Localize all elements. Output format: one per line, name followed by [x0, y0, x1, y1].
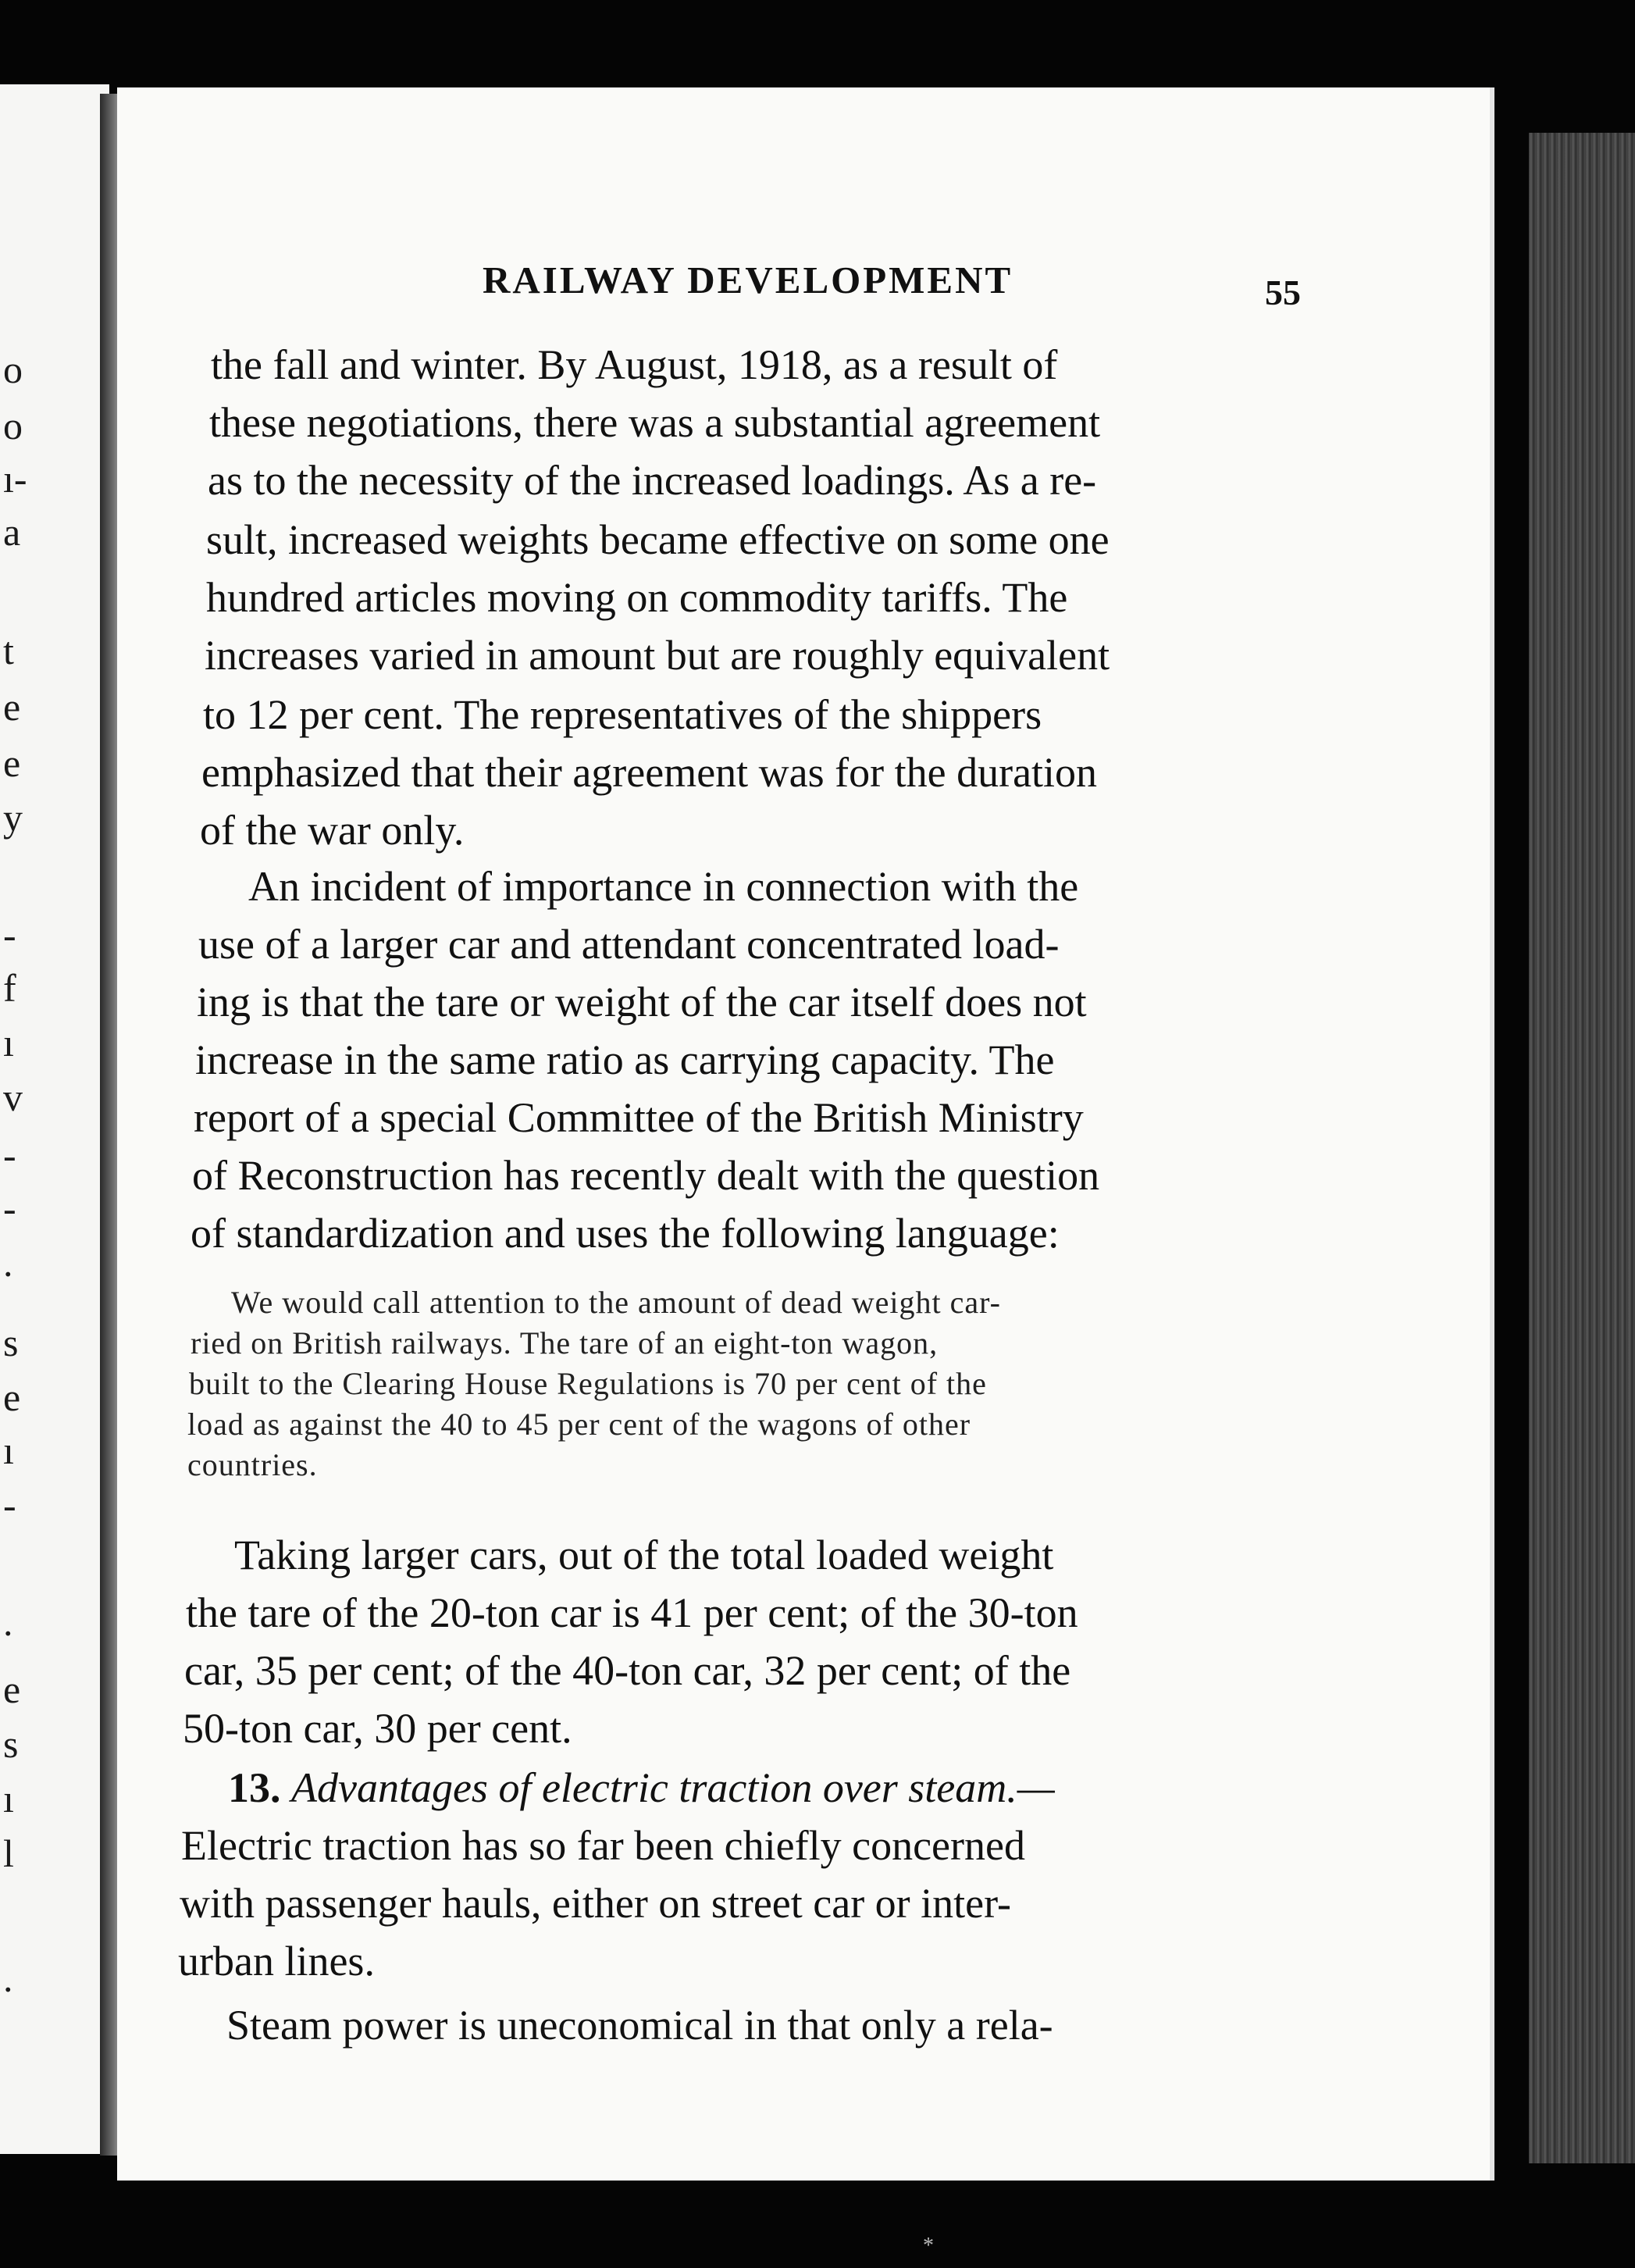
- text-line: as to the necessity of the increased loadings. As a re-: [208, 457, 1097, 504]
- quote-line: countries.: [187, 1447, 318, 1482]
- left-fragment: y: [3, 796, 23, 840]
- left-fragment: -: [3, 1186, 16, 1230]
- text-line: report of a special Committee of the British Ministry: [194, 1094, 1084, 1141]
- text-line: car, 35 per cent; of the 40-ton car, 32 per cent; of the: [184, 1647, 1071, 1694]
- left-fragment: e: [3, 741, 21, 785]
- left-fragment: v: [3, 1075, 23, 1119]
- text-line: the fall and winter. By August, 1918, as a result of: [211, 341, 1058, 388]
- quote-line: ried on British railways. The tare of an eight-ton wagon,: [191, 1325, 939, 1360]
- text-line: emphasized that their agreement was for the duration: [201, 749, 1098, 796]
- left-fragment: e: [3, 1375, 21, 1419]
- scan-artifact: *: [923, 2234, 934, 2258]
- left-fragment: s: [3, 1722, 19, 1766]
- book-cover-edge: [1529, 133, 1635, 2163]
- left-fragment: a: [3, 510, 21, 554]
- section-number: 13.: [228, 1764, 281, 1811]
- left-fragment: ı: [3, 1021, 14, 1064]
- left-fragment: ı: [3, 1777, 14, 1820]
- running-head: RAILWAY DEVELOPMENT: [483, 259, 1013, 301]
- left-fragment: l: [3, 1831, 14, 1875]
- left-facing-page: [0, 84, 109, 2154]
- text-line: Steam power is uneconomical in that only a rela-: [226, 2002, 1053, 2049]
- text-line: Electric traction has so far been chiefly concerned: [181, 1822, 1025, 1869]
- text-line: An incident of importance in connection with the: [248, 863, 1079, 910]
- section-title: Advantages of electric traction over steam.—: [291, 1764, 1055, 1811]
- text-line: hundred articles moving on commodity tariffs. The: [206, 574, 1068, 621]
- text-line: these negotiations, there was a substantial agreement: [209, 399, 1101, 446]
- text-line: the tare of the 20-ton car is 41 per cent; of the 30-ton: [186, 1589, 1078, 1636]
- quote-line: load as against the 40 to 45 per cent of the wagons of other: [187, 1407, 971, 1442]
- left-fragment: f: [3, 966, 16, 1010]
- quote-line: We would call attention to the amount of dead weight car-: [231, 1285, 1002, 1320]
- text-line: to 12 per cent. The representatives of the shippers: [203, 691, 1042, 738]
- text-line: use of a larger car and attendant concentrated load-: [198, 921, 1060, 968]
- text-line: with passenger hauls, either on street car or inter-: [180, 1880, 1012, 1927]
- left-fragment: t: [3, 629, 14, 672]
- text-line: increases varied in amount but are roughly equivalent: [205, 632, 1110, 679]
- left-fragment: -: [3, 1133, 16, 1177]
- text-line: of the war only.: [200, 807, 465, 854]
- quote-line: built to the Clearing House Regulations is 70 per cent of the: [189, 1366, 987, 1401]
- left-fragment: -: [3, 1483, 16, 1527]
- left-fragment: s: [3, 1321, 19, 1364]
- page-number: 55: [1265, 273, 1301, 312]
- text-line: 50-ton car, 30 per cent.: [183, 1705, 572, 1752]
- left-fragment: -: [3, 913, 16, 957]
- left-fragment: o: [3, 404, 23, 448]
- left-fragment: .: [3, 1241, 13, 1285]
- left-fragment: e: [3, 685, 21, 729]
- left-fragment: e: [3, 1667, 21, 1711]
- left-fragment: .: [3, 1956, 13, 2000]
- text-line: of standardization and uses the following language:: [191, 1210, 1060, 1257]
- left-fragment: ı: [3, 1428, 14, 1472]
- text-line: Taking larger cars, out of the total loaded weight: [234, 1532, 1054, 1578]
- text-line: increase in the same ratio as carrying capacity. The: [195, 1036, 1055, 1083]
- section-heading: [228, 1764, 1055, 1811]
- text-line: of Reconstruction has recently dealt with the question: [192, 1152, 1100, 1199]
- left-page-margin-fragments: [0, 84, 47, 2154]
- left-fragment: .: [3, 1600, 13, 1644]
- text-line: ing is that the tare or weight of the car itself does not: [197, 979, 1087, 1025]
- text-line: sult, increased weights became effective on some one: [206, 516, 1110, 563]
- text-line: urban lines.: [178, 1938, 375, 1984]
- left-fragment: o: [3, 348, 23, 391]
- left-fragment: ı-: [3, 457, 27, 501]
